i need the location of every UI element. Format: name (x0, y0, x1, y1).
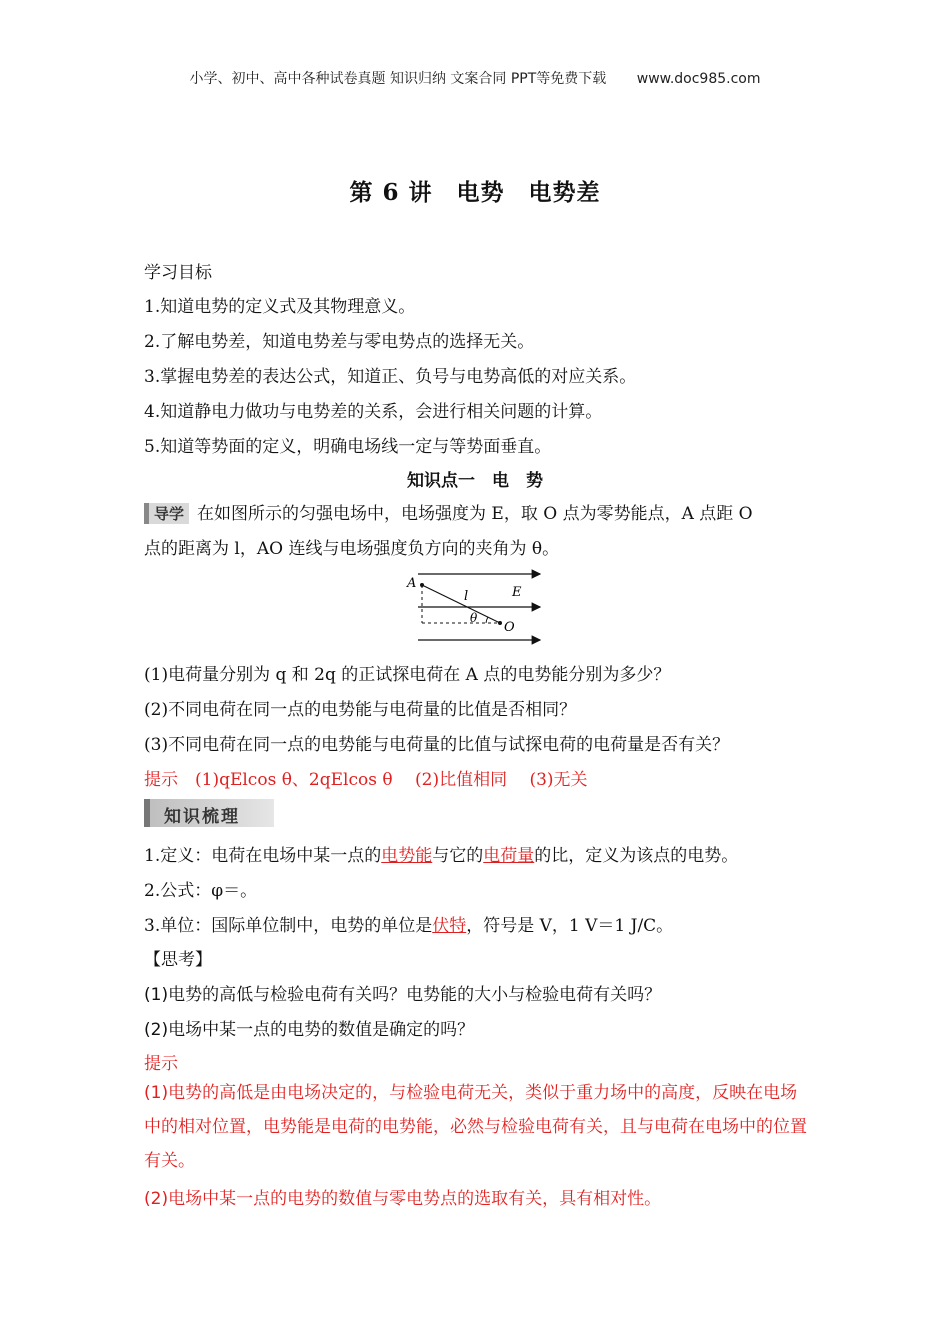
objectives-heading: 学习目标 (144, 263, 212, 283)
hint-heading: 提示 (144, 1054, 178, 1074)
label-o: O (504, 620, 515, 635)
point-o (498, 621, 502, 625)
label-a: A (407, 576, 417, 591)
field-diagram (400, 566, 550, 646)
angle-arc (486, 617, 488, 623)
objective-item: 1.知道电势的定义式及其物理意义。 (144, 297, 416, 317)
guide-line-2: 点的距离为 l，AO 连线与电场强度负方向的夹角为 θ。 (144, 539, 560, 559)
think-question: (1)电势的高低与检验电荷有关吗？电势能的大小与检验电荷有关吗？ (144, 985, 662, 1005)
formula-line: 2.公式：φ＝。 (144, 881, 258, 901)
label-l: l (464, 589, 469, 604)
think-question: (2)电场中某一点的电势的数值是确定的吗？ (144, 1020, 475, 1040)
section-heading (144, 799, 274, 827)
objective-item: 2.了解电势差，知道电势差与零电势点的选择无关。 (144, 332, 535, 352)
point-a (420, 583, 424, 587)
definition-line: 1.定义：电荷在电场中某一点的电势能与它的电荷量的比，定义为该点的电势。 (144, 846, 739, 866)
header-site[interactable]: www.doc985.com (636, 71, 761, 87)
objective-item: 5.知道等势面的定义，明确电场线一定与等势面垂直。 (144, 437, 552, 457)
knowledge-point-heading: 知识点一 电 势 (407, 471, 543, 491)
header-text: 小学、初中、高中各种试卷真题 知识归纳 文案合同 PPT等免费下载 (189, 71, 607, 87)
page-title: 第 6 讲 电势 电势差 (349, 179, 601, 206)
label-e: E (512, 585, 522, 600)
hint-paragraph: (2)电场中某一点的电势的数值与零电势点的选取有关，具有相对性。 (144, 1189, 662, 1209)
guide-line-1: 导学 在如图所示的匀强电场中，电场强度为 E，取 O 点为零势能点，A 点距 O (144, 499, 753, 524)
blank-answer: 伏特 (432, 916, 467, 936)
question-item: (3)不同电荷在同一点的电势能与电荷量的比值与试探电荷的电荷量是否有关？ (144, 735, 730, 755)
section-heading-label: 知识梳理 (164, 807, 240, 827)
guide-tag: 导学 (144, 503, 189, 524)
blank-answer: 电势能 (381, 846, 433, 866)
unit-line: 3.单位：国际单位制中，电势的单位是伏特，符号是 V，1 V＝1 J/C。 (144, 916, 674, 936)
hint-paragraph: (1)电势的高低是由电场决定的，与检验电荷无关，类似于重力场中的高度，反映在电场中的相对位置，电势能是电荷的电势能，必然与检验电荷有关，且与电荷在电场中的位置有关。 (144, 1083, 807, 1171)
blank-answer: 电荷量 (483, 846, 535, 866)
hint-answer: 提示 (1)qElcos θ、2qElcos θ (2)比值相同 (3)无关 (144, 770, 588, 790)
page-header (0, 68, 950, 88)
question-item: (1)电荷量分别为 q 和 2q 的正试探电荷在 A 点的电势能分别为多少？ (144, 665, 671, 685)
objective-item: 3.掌握电势差的表达公式，知道正、负号与电势高低的对应关系。 (144, 367, 637, 387)
think-heading: 【思考】 (144, 950, 212, 970)
question-item: (2)不同电荷在同一点的电势能与电荷量的比值是否相同？ (144, 700, 577, 720)
label-theta: θ (470, 611, 478, 625)
objective-item: 4.知道静电力做功与电势差的关系，会进行相关问题的计算。 (144, 402, 603, 422)
